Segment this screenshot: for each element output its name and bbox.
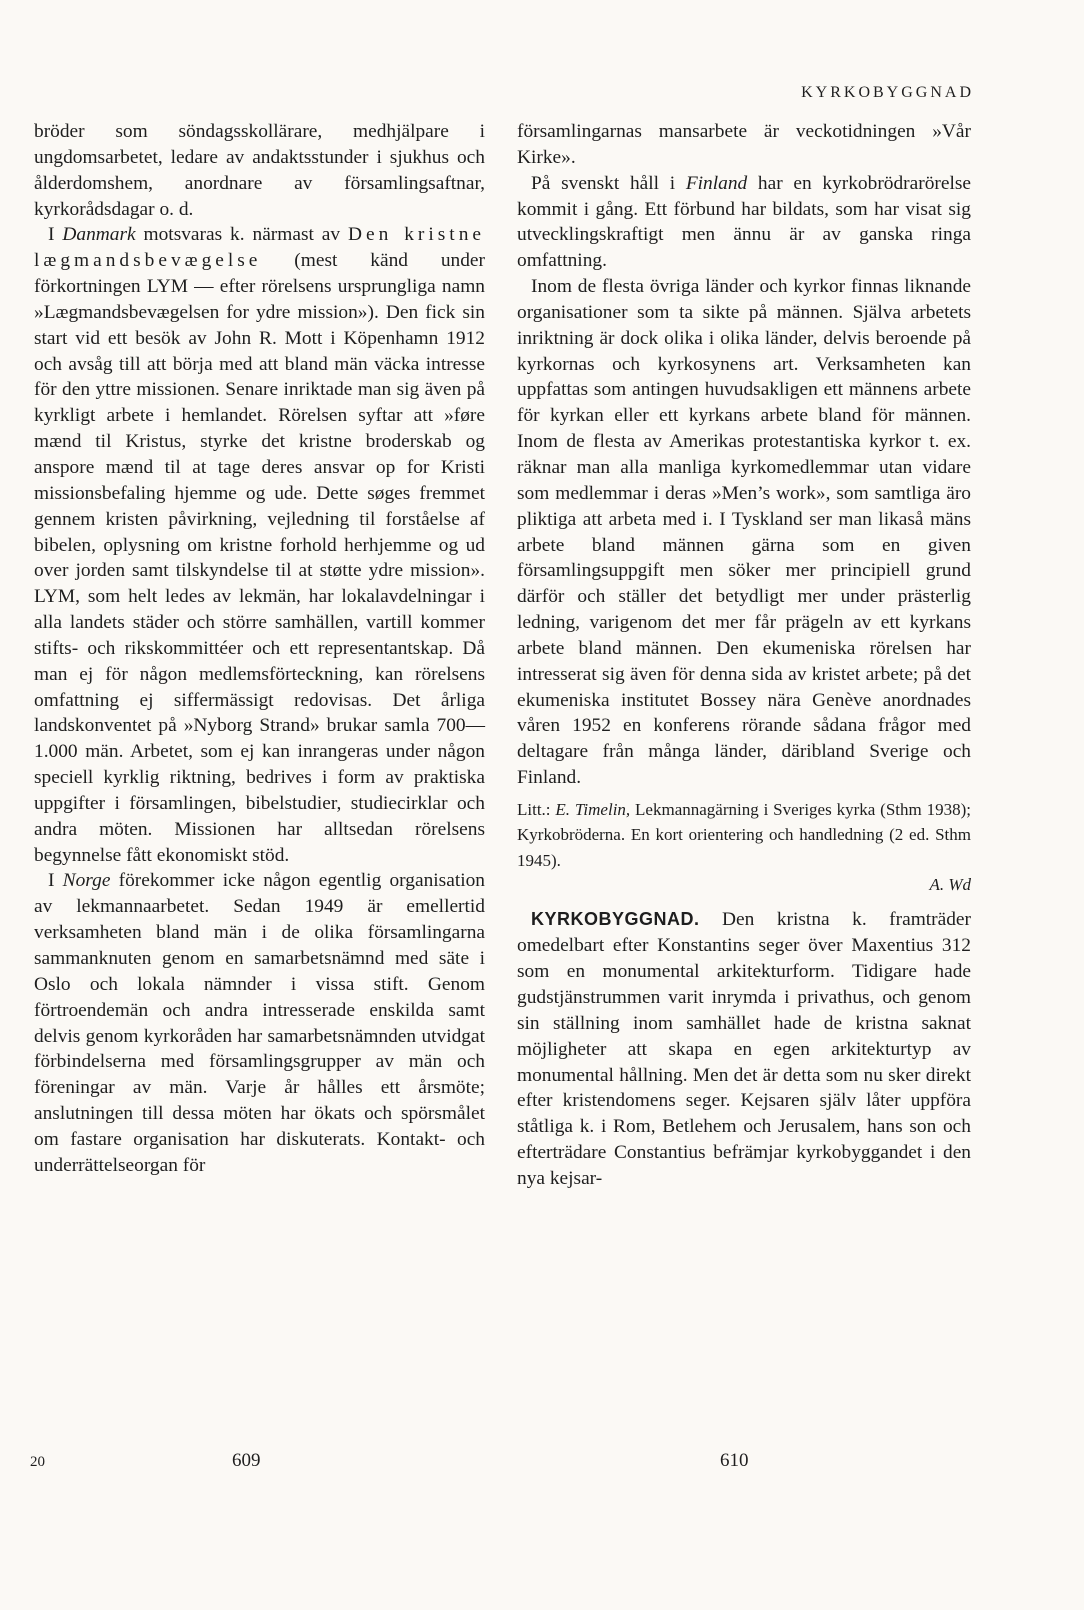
page-number-right: 610	[720, 1450, 749, 1471]
running-header: KYRKOBYGGNAD	[801, 84, 974, 101]
literature-author: E. Timelin,	[555, 799, 631, 819]
country-finland: Finland	[685, 172, 748, 194]
entry-kyrkobyggnad	[517, 907, 971, 1191]
volume-mark: 20	[30, 1454, 45, 1470]
right-column	[517, 119, 971, 1192]
country-denmark: Danmark	[62, 224, 136, 246]
text-fragment: motsvaras k. närmast av	[135, 224, 349, 246]
text-fragment: Litt.:	[517, 799, 556, 819]
author-signature: A. Wd	[929, 875, 971, 895]
paragraph-intro: bröder som söndagsskollärare, medhjälpare i ungdomsarbetet, ledare av andaktsstunder i sjukhus och ålderdomshem, anordnare av församlingsaftnar, kyrkorådsdagar o. d.	[34, 121, 485, 220]
text-fragment: I	[48, 224, 63, 246]
entry-text: Den kristna k. framträder omedelbart efter Konstantins seger över Maxentius 312 som en monumental arkitekturform. Tidigare hade gudstjänstrummen varit inrymda i privathus, och genom sin ställning inom samhället hade de kristna saknat möjligheter att skapa en egen arkitekturtyp av monumental hållning. Men det är detta som nu sker direkt efter kristendomens seger. Kejsaren själv låter uppföra ståtliga k. i Rom, Betlehem och Jerusalem, hans son och efterträdare Constantius befrämjar kyrkobyggandet i den nya kejsar-	[517, 909, 971, 1189]
entry-headword: KYRKOBYGGNAD.	[531, 909, 700, 930]
page-number-left: 609	[232, 1450, 261, 1471]
paragraph-norway	[34, 868, 485, 1178]
text-fragment: På svenskt håll i	[531, 172, 686, 194]
paragraph-other-countries: Inom de flesta övriga länder och kyrkor finnas liknande organisationer som ta sikte på männen. Själva arbetets inriktning är dock olika i olika länder, delvis beroende på kyrkornas och kyrkosynens art. Verksamheten kan uppfattas som antingen huvudsakligen ett männens arbete för kyrkan eller ett kyrkans arbete bland för männen. Inom de flesta av Amerikas protestantiska kyrkor t. ex. räknar man alla manliga kyrkomedlemmar utan vidare som medlemmar i deras »Men’s work», som samtliga äro pliktiga att arbeta med i. I Tyskland ser man likaså mäns arbete bland männen gärna som en given församlingsuppgift men söker mer principiell grund därför och ställer det betydligt mer under prästerlig ledning, varigenom det mer får prägeln av ett kyrkans arbete bland männen. Den ekumeniska rörelsen har intresserat sig även för denna sida av kristet arbete; på det ekumeniska institutet Bossey nära Genève anordnades våren 1952 en konferens rörande sådana frågor med deltagare från många länder, däribland Sverige och Finland.	[517, 276, 971, 789]
paragraph-continuation: församlingarnas mansarbete är veckotidningen »Vår Kirke».	[517, 121, 971, 168]
literature-reference	[517, 797, 971, 874]
text-fragment: Lekmannagärning i Sveriges kyrka (Sthm 1938); Kyrkobröderna. En kort orientering och handledning (2 ed. Sthm 1945).	[517, 799, 971, 870]
text-fragment: (mest känd under förkortningen LYM — efter rörelsens ursprungliga namn »Lægmandsbevægelsen for ydre mission»). Den fick sin start vid ett besök av John R. Mott i Köpenhamn 1912 och avsåg till att börja med att bland män väcka intresse för den yttre missionen. Senare inriktade man sig även på kyrkligt arbete i hemlandet. Rörelsen syftar att »føre mænd til Kristus, styrke det kristne broderskab og anspore mænd til at tage deres ansvar op for Kristi missionsbefaling hjemme og ude. Dette søges fremmet gennem kristen påvirkning, vejledning til forståelse af bibelen, oplysning om kristne forhold herhjemme og ud over jorden samt tilskyndelse til at støtte ydre mission». LYM, som helt ledes av lekmän, har lokalavdelningar i alla landets städer och större samhällen, vartill kommer stifts- och rikskommittéer och ett representantskap. Då man ej för någon medlemsförteckning, kan rörelsens omfattning ej siffermässigt redovisas. Det årliga landskonventet på »Nyborg Strand» brukar samla 700—1.000 män. Arbetet, som ej kan inrangeras under någon speciell kyrklig riktning, bedrives i form av praktiska uppgifter i församlingen, bibelstudier, studiecirklar och andra möten. Missionen har alltsedan rörelsens begynnelse fått ekonomiskt stöd.	[34, 250, 485, 866]
organisation-name: Den kristne lægmandsbevægelse	[34, 224, 486, 272]
paragraph-finland	[517, 171, 971, 274]
left-column	[34, 119, 485, 1179]
country-norway: Norge	[62, 870, 111, 892]
text-fragment: I	[48, 870, 63, 892]
paragraph-denmark	[34, 222, 485, 868]
text-fragment: har en kyrkobrödrarörelse kommit i gång. Ett förbund har bildats, som har visat sig utvecklingskraftigt men ännu är av ganska ringa omfattning.	[517, 172, 971, 272]
text-fragment: förekommer icke någon egentlig organisation av lekmannaarbetet. Sedan 1949 är emellertid verksamheten bland män i de olika församlingarna sammanknuten genom en samarbetsnämnd med säte i Oslo och lokala nämnder i vissa stift. Genom förtroendemän och andra intresserade enskilda samt delvis genom kyrkoråden har samarbetsnämnden utvidgat förbindelserna med församlingsgrupper av män och föreningar av män. Varje år hålles ett årsmöte; anslutningen till dessa möten har ökats och spörsmålet om fastare organisation har diskuterats. Kontakt- och underrättelseorgan för	[34, 870, 485, 1176]
